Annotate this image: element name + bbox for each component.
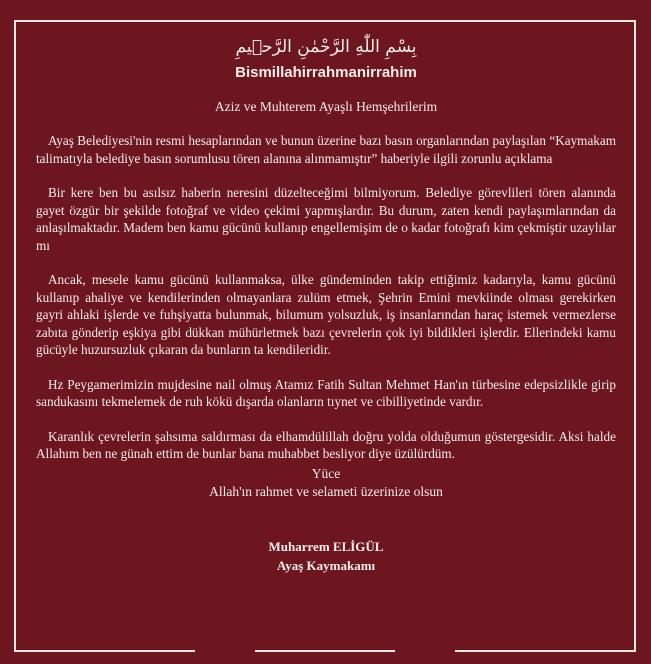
paragraph-4: Hz Peygamerimizin mujdesine nail olmuş Atamız Fatih Sultan Mehmet Han'ın türbesine edepsizlikle girip sandukasını tekmelemek de ruh kökü dışarda olanların tıynet ve cibilliyetinde vardır. <box>36 376 616 409</box>
signature-title: Ayaş Kaymakamı <box>276 557 376 573</box>
letter-content <box>36 34 616 575</box>
paragraph-5: Karanlık çevrelerin şahsıma saldırması da elhamdülillah doğru yolda olduğumun göstergesidir. Aksi halde Allahım ben ne günah ettim de bunlar bana muhabbet besliyor diye üzülürdüm. <box>36 428 616 461</box>
border-gap-left <box>195 648 255 656</box>
arabic-basmala: بِسْمِ اللّٰهِ الرَّحْمٰنِ الرَّح۪يمِ <box>235 37 417 57</box>
closing-line-2: Allah'ın rahmet ve selameti üzerinize olsun <box>209 483 443 499</box>
border-gap-right <box>395 648 455 656</box>
signature-name: Muharrem ELİGÜL <box>268 538 384 554</box>
basmala-latin-title: Bismillahirrahmanirrahim <box>235 64 417 81</box>
greeting-line: Aziz ve Muhterem Ayaşlı Hemşehrilerim <box>214 99 438 114</box>
paragraph-1: Ayaş Belediyesi'nin resmi hesaplarından ve bunun üzerine bazı basın organlarından paylaşılan “Kaymakam talimatıyla belediye basın sorumlusu tören alanına alınmamıştır” haberiyle ilgili zorunlu açıklama <box>36 133 616 166</box>
paragraph-3: Ancak, mesele kamu gücünü kullanmaksa, ülke gündeminden takip ettiğimiz kadarıyla, kamu gücünü kullanıp ahaliye ve kendilerinden olmayanlara zulüm etmek, Şehrin Emini mevkiinde olması gerekirken gayri ahlaki işlerde ve fuhşiyatta bulunmak, bilumum yolsuzluk, iş insanlarından haraç istemek vermezlerse zabıta gönderip eşkiya gibi dükkan mühürletmek bazı çevrelerin çok iyi bildikleri işlerdir. Ellerindeki kamu gücüyle huzursuzluk çıkaran da bunların ta kendileridir. <box>36 272 616 357</box>
paragraph-2: Bir kere ben bu asılsız haberin neresini düzelteceğimi bilmiyorum. Belediye görevlileri tören alanında gayet özgür bir şekilde fotoğraf ve video çekimi yapmışlardır. Bu durum, zaten kendi paylaşımlarından da anlaşılmaktadır. Madem ben kamu gücünü kullanıp engellemişim de o kadar fotoğrafı kim çekmiştir uzaylılar mı <box>36 185 616 253</box>
closing-line-1: Yüce <box>311 465 341 481</box>
